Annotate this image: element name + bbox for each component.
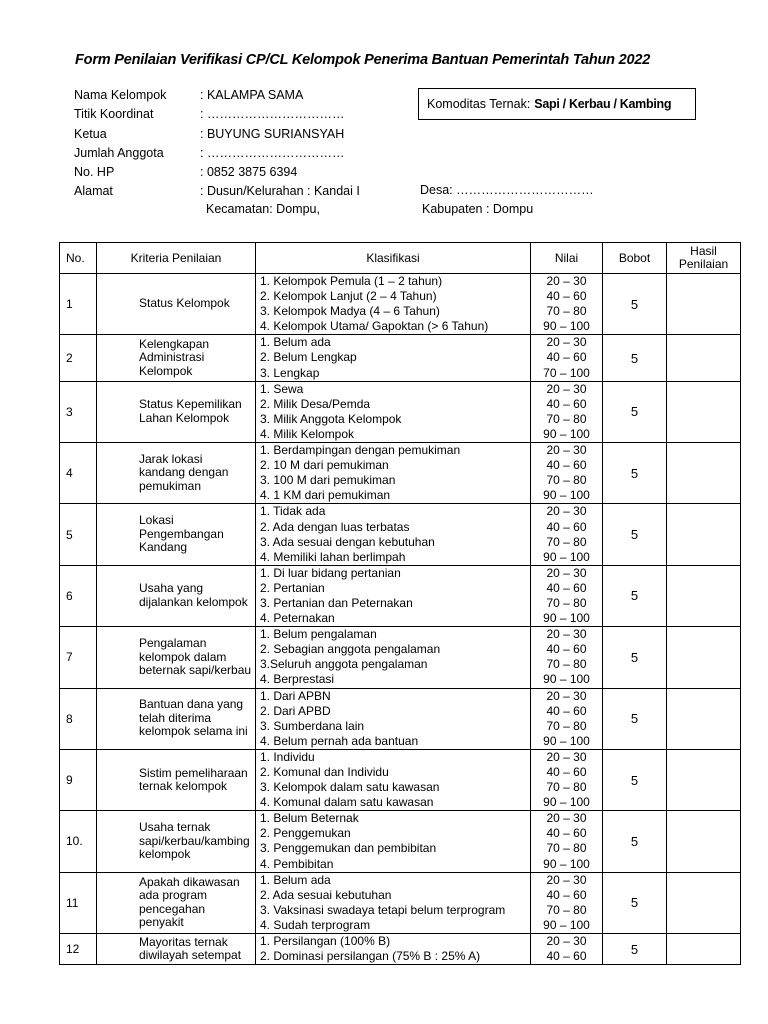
kriteria-line: kandang dengan [139,465,229,480]
row-bobot: 5 [603,627,667,688]
nilai-range: 20 – 30 [546,872,587,887]
klasifikasi-item: 1. Belum ada [260,335,331,350]
nilai-range: 90 – 100 [543,426,590,441]
row-bobot: 5 [603,688,667,749]
info-field-value: : 0852 3875 6394 [200,165,298,180]
row-bobot: 5 [603,335,667,381]
table-row [60,811,741,872]
table-row [60,381,741,442]
klasifikasi-item: 3. Pertanian dan Peternakan [260,595,413,610]
klasifikasi-item: 1. Tidak ada [260,504,326,519]
kriteria-line: beternak sapi/kerbau [139,663,252,678]
klasifikasi-item: 2. Ada sesuai kebutuhan [260,887,392,902]
table-row [60,688,741,749]
header-no: No. [60,243,97,274]
klasifikasi-item: 4. 1 KM dari pemukiman [260,488,391,503]
nilai-range: 20 – 30 [546,335,587,350]
row-klasifikasi [256,443,531,504]
klasifikasi-item: 4. Pembibitan [260,856,334,871]
row-kriteria [97,934,256,965]
form-title: Form Penilaian Verifikasi CP/CL Kelompok Penerima Bantuan Pemerintah Tahun 2022 [75,52,651,68]
nilai-range: 70 – 80 [546,411,587,426]
table-row [60,335,741,381]
klasifikasi-item: 4. Berprestasi [260,672,335,687]
klasifikasi-item: 2. Pertanian [260,580,325,595]
klasifikasi-item: 3. Vaksinasi swadaya tetapi belum terprogram [260,902,506,917]
nilai-range: 70 – 100 [543,365,590,380]
nilai-range: 70 – 80 [546,780,587,795]
row-hasil-input[interactable] [667,934,741,965]
kriteria-line: kelompok selama ini [139,724,248,739]
klasifikasi-item: 1. Belum ada [260,872,331,887]
klasifikasi-item: 1. Dari APBN [260,688,331,703]
info-field-value: : …………………………… [200,107,345,122]
kriteria-line: diwilayah setempat [139,948,242,963]
row-nilai [531,335,603,381]
kriteria-line: sapi/kerbau/kambing [139,833,250,848]
nilai-range: 40 – 60 [546,642,587,657]
row-nilai [531,872,603,933]
klasifikasi-item: 3. Ada sesuai dengan kebutuhan [260,534,435,549]
table-row [60,504,741,565]
row-klasifikasi [256,811,531,872]
kriteria-line: Status Kelompok [139,296,230,311]
nilai-range: 70 – 80 [546,841,587,856]
nilai-range: 90 – 100 [543,856,590,871]
kriteria-line: dijalankan kelompok [139,594,248,609]
row-number: 9 [60,749,97,810]
header-kriteria: Kriteria Penilaian [97,243,256,274]
row-hasil-input[interactable] [667,688,741,749]
row-bobot: 5 [603,565,667,626]
klasifikasi-item: 1. Individu [260,749,315,764]
row-kriteria [97,811,256,872]
row-bobot: 5 [603,381,667,442]
row-bobot: 5 [603,443,667,504]
info-field-value: : …………………………… [200,145,345,160]
klasifikasi-item: 3. 100 M dari pemukiman [260,473,396,488]
kriteria-line: ternak kelompok [139,779,228,794]
row-nilai [531,688,603,749]
nilai-range: 70 – 80 [546,534,587,549]
kriteria-line: Sistim pemeliharaan [139,765,248,780]
row-nilai [531,811,603,872]
klasifikasi-item: 1. Di luar bidang pertanian [260,565,401,580]
kriteria-line: Usaha ternak [139,820,211,835]
kriteria-line: Pengalaman [139,636,207,651]
klasifikasi-item: 3.Seluruh anggota pengalaman [260,657,428,672]
kriteria-line: Kandang [139,540,188,555]
kriteria-line: Kelengkapan [139,336,210,351]
komoditas-label: Komoditas Ternak: [427,97,531,111]
row-klasifikasi [256,749,531,810]
nilai-range: 70 – 80 [546,473,587,488]
nilai-range: 40 – 60 [546,580,587,595]
table-row [60,872,741,933]
row-kriteria [97,749,256,810]
klasifikasi-item: 2. Dari APBD [260,703,331,718]
info-values [200,86,360,202]
row-bobot: 5 [603,934,667,965]
nilai-range: 20 – 30 [546,504,587,519]
info-field-label: Ketua [74,126,107,141]
header-klasifikasi: Klasifikasi [256,243,531,274]
kriteria-line: Pengembangan [139,526,224,541]
nilai-range: 70 – 80 [546,657,587,672]
row-number: 11 [60,872,97,933]
klasifikasi-item: 3. Kelompok dalam satu kawasan [260,780,440,795]
row-klasifikasi [256,335,531,381]
header-bobot: Bobot [603,243,667,274]
row-hasil-input[interactable] [667,872,741,933]
klasifikasi-item: 2. Belum Lengkap [260,350,357,365]
info-field-value: : Dusun/Kelurahan : Kandai I [200,184,360,199]
klasifikasi-item: 4. Kelompok Utama/ Gapoktan (> 6 Tahun) [260,319,489,334]
row-kriteria [97,688,256,749]
kriteria-line: pencegahan [139,901,206,916]
desa-text: Desa: …………………………… [420,183,594,197]
info-labels [74,86,166,202]
row-bobot: 5 [603,274,667,335]
info-field-label: Nama Kelompok [74,88,167,102]
nilai-range: 20 – 30 [546,443,587,458]
row-hasil-input[interactable] [667,504,741,565]
nilai-range: 90 – 100 [543,672,590,687]
row-number: 7 [60,627,97,688]
header-hasil: Hasil Penilaian [667,243,741,274]
row-number: 6 [60,565,97,626]
row-kriteria [97,274,256,335]
kriteria-line: Lokasi [139,513,174,528]
kriteria-line: Kelompok [139,363,193,378]
row-klasifikasi [256,688,531,749]
klasifikasi-item: 2. Sebagian anggota pengalaman [260,642,441,657]
row-klasifikasi [256,565,531,626]
row-klasifikasi [256,872,531,933]
nilai-range: 40 – 60 [546,949,587,964]
row-kriteria [97,565,256,626]
nilai-range: 90 – 100 [543,611,590,626]
nilai-range: 40 – 60 [546,887,587,902]
klasifikasi-item: 2. 10 M dari pemukiman [260,458,389,473]
klasifikasi-item: 1. Belum Beternak [260,811,359,826]
klasifikasi-item: 4. Belum pernah ada bantuan [260,733,419,748]
klasifikasi-item: 3. Lengkap [260,365,320,380]
klasifikasi-item: 4. Memiliki lahan berlimpah [260,549,406,564]
row-klasifikasi [256,274,531,335]
klasifikasi-item: 3. Kelompok Madya (4 – 6 Tahun) [260,304,440,319]
kriteria-line: Status Kepemilikan [139,397,242,412]
row-kriteria [97,627,256,688]
kriteria-line: kelompok [139,847,191,862]
nilai-range: 90 – 100 [543,549,590,564]
row-kriteria [97,335,256,381]
row-bobot: 5 [603,811,667,872]
row-number: 3 [60,381,97,442]
row-number: 10. [60,811,97,872]
header-nilai: Nilai [531,243,603,274]
klasifikasi-item: 1. Persilangan (100% B) [260,934,391,949]
klasifikasi-item: 3. Penggemukan dan pembibitan [260,841,437,856]
info-field-label: Titik Koordinat [74,107,154,122]
row-bobot: 5 [603,504,667,565]
klasifikasi-item: 4. Peternakan [260,611,335,626]
nilai-range: 90 – 100 [543,917,590,932]
info-field-value: : KALAMPA SAMA [200,88,304,102]
klasifikasi-item: 1. Kelompok Pemula (1 – 2 tahun) [260,274,443,288]
nilai-range: 20 – 30 [546,381,587,396]
table-row [60,627,741,688]
kriteria-line: Administrasi [139,350,205,365]
table-row [60,565,741,626]
nilai-range: 40 – 60 [546,458,587,473]
row-kriteria [97,381,256,442]
row-number: 5 [60,504,97,565]
info-field-label: Alamat [74,184,113,199]
nilai-range: 70 – 80 [546,595,587,610]
table-header-row [60,243,741,274]
nilai-range: 90 – 100 [543,319,590,334]
nilai-range: 90 – 100 [543,733,590,748]
row-klasifikasi [256,504,531,565]
row-hasil-input[interactable] [667,443,741,504]
row-nilai [531,274,603,335]
nilai-range: 20 – 30 [546,688,587,703]
table-row [60,274,741,335]
row-nilai [531,443,603,504]
nilai-range: 40 – 60 [546,350,587,365]
row-number: 12 [60,934,97,965]
row-klasifikasi [256,934,531,965]
klasifikasi-item: 1. Berdampingan dengan pemukiman [260,443,461,458]
komoditas-value: Sapi / Kerbau / Kambing [534,97,672,111]
klasifikasi-item: 4. Milik Kelompok [260,426,355,441]
kriteria-line: Apakah dikawasan [139,874,240,889]
klasifikasi-item: 2. Kelompok Lanjut (2 – 4 Tahun) [260,289,437,304]
nilai-range: 40 – 60 [546,396,587,411]
kriteria-line: Bantuan dana yang [139,697,244,712]
nilai-range: 90 – 100 [543,488,590,503]
row-nilai [531,627,603,688]
row-bobot: 5 [603,749,667,810]
row-hasil-input[interactable] [667,811,741,872]
klasifikasi-item: 2. Milik Desa/Pemda [260,396,371,411]
klasifikasi-item: 2. Komunal dan Individu [260,765,389,779]
klasifikasi-item: 4. Sudah terprogram [260,917,371,932]
kriteria-line: ada program [139,888,208,903]
row-hasil-input[interactable] [667,381,741,442]
klasifikasi-item: 1. Belum pengalaman [260,627,377,642]
klasifikasi-item: 1. Sewa [260,381,304,396]
klasifikasi-item: 4. Komunal dalam satu kawasan [260,795,434,810]
nilai-range: 40 – 60 [546,519,587,534]
row-klasifikasi [256,627,531,688]
info-field-label: No. HP [74,165,115,180]
row-nilai [531,934,603,965]
table-row [60,443,741,504]
row-number: 4 [60,443,97,504]
table-row [60,749,741,810]
nilai-range: 70 – 80 [546,902,587,917]
klasifikasi-item: 2. Ada dengan luas terbatas [260,519,410,534]
row-hasil-input[interactable] [667,335,741,381]
row-nilai [531,749,603,810]
row-number: 8 [60,688,97,749]
komoditas-box [418,88,696,120]
row-kriteria [97,443,256,504]
klasifikasi-item: 3. Sumberdana lain [260,718,365,733]
row-nilai [531,381,603,442]
info-field-value: : BUYUNG SURIANSYAH [200,126,345,141]
nilai-range: 20 – 30 [546,627,587,642]
kriteria-line: Jarak lokasi [139,451,203,466]
nilai-range: 70 – 80 [546,304,587,319]
row-nilai [531,565,603,626]
klasifikasi-item: 2. Penggemukan [260,826,351,841]
nilai-range: 20 – 30 [546,565,587,580]
nilai-range: 40 – 60 [546,703,587,718]
nilai-range: 20 – 30 [546,749,587,764]
row-hasil-input[interactable] [667,274,741,335]
nilai-range: 40 – 60 [546,765,587,779]
kabupaten-text: Kabupaten : Dompu [422,202,534,216]
kriteria-line: pemukiman [139,478,202,493]
nilai-range: 40 – 60 [546,289,587,304]
table-row [60,934,741,965]
row-number: 2 [60,335,97,381]
row-nilai [531,504,603,565]
kriteria-line: Mayoritas ternak [139,934,228,949]
nilai-range: 70 – 80 [546,718,587,733]
assessment-table [59,242,741,965]
row-hasil-input[interactable] [667,627,741,688]
row-bobot: 5 [603,872,667,933]
nilai-range: 90 – 100 [543,795,590,810]
kriteria-line: kelompok dalam [139,649,227,664]
row-kriteria [97,872,256,933]
kriteria-line: Usaha yang [139,581,204,596]
nilai-range: 20 – 30 [546,274,587,288]
kriteria-line: Lahan Kelompok [139,410,230,425]
kriteria-line: telah diterima [139,710,212,725]
klasifikasi-item: 2. Dominasi persilangan (75% B : 25% A) [260,949,481,964]
kecamatan-text: Kecamatan: Dompu, [206,202,320,216]
row-hasil-input[interactable] [667,749,741,810]
nilai-range: 20 – 30 [546,811,587,826]
klasifikasi-item: 3. Milik Anggota Kelompok [260,411,402,426]
kriteria-line: penyakit [139,915,184,930]
nilai-range: 40 – 60 [546,826,587,841]
info-field-label: Jumlah Anggota [74,145,164,160]
nilai-range: 20 – 30 [546,934,587,949]
row-hasil-input[interactable] [667,565,741,626]
row-klasifikasi [256,381,531,442]
row-number: 1 [60,274,97,335]
row-kriteria [97,504,256,565]
